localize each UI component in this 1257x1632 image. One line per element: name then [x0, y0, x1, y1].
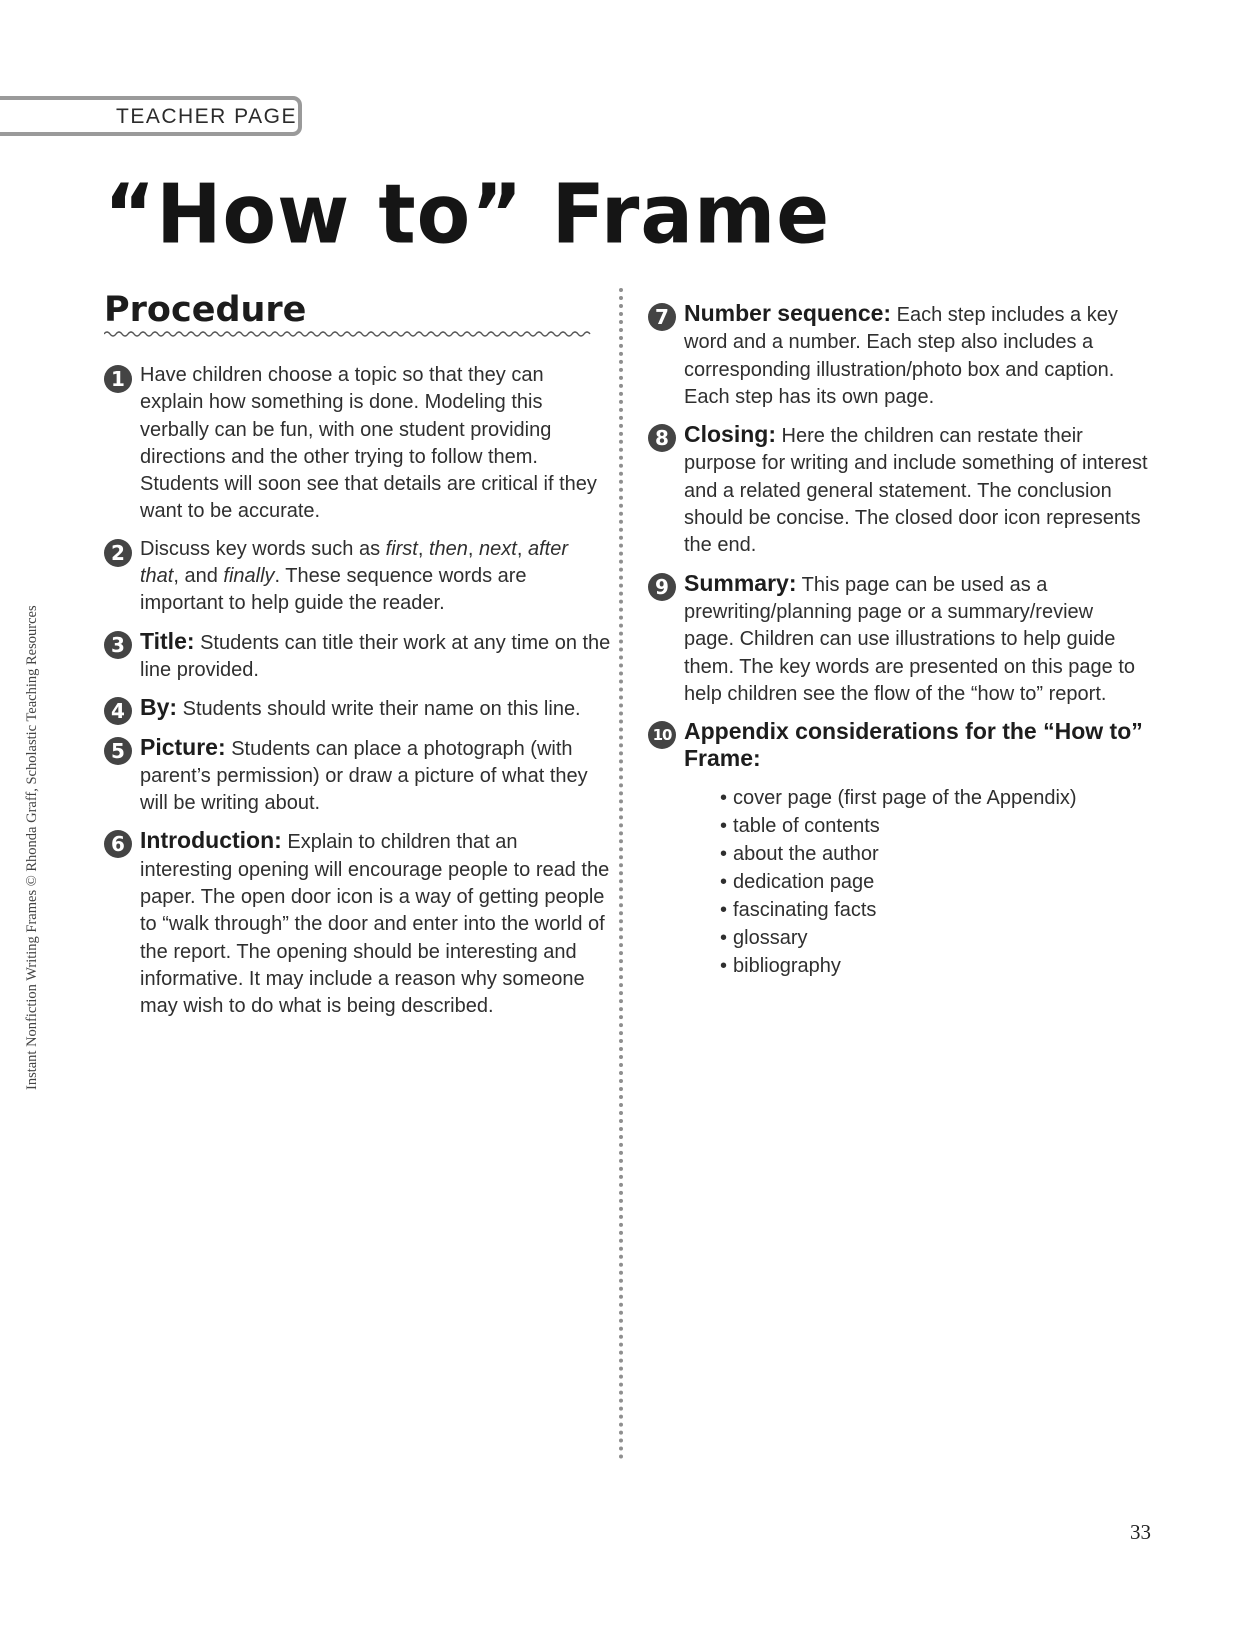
appendix-list: [720, 784, 1148, 980]
step-label: Summary:: [684, 569, 797, 596]
step-number-badge: 7: [648, 303, 676, 331]
step-text: Picture: Students can place a photograph (with parent’s permission) or draw a picture of what they will be writing about.: [140, 733, 588, 815]
step-2: [104, 536, 612, 618]
list-item: • fascinating facts: [720, 896, 1148, 924]
step-number-badge: 5: [104, 737, 132, 765]
step-number-badge: 6: [104, 830, 132, 858]
step-number-badge: 9: [648, 573, 676, 601]
step-label: Closing:: [684, 421, 776, 448]
list-item: • dedication page: [720, 868, 1148, 896]
list-item: • table of contents: [720, 812, 1148, 840]
list-item: • cover page (first page of the Appendix): [720, 784, 1148, 812]
step-3: [104, 628, 612, 685]
step-1: [104, 362, 612, 526]
column-divider: [619, 288, 623, 1460]
left-column: [104, 290, 612, 1031]
teacher-page-label: TEACHER PAGE: [116, 105, 297, 128]
step-text: Introduction: Explain to children that an interesting opening will encourage people to read the paper. The open door icon is a way of getting people to “walk through” the door and enter into the world of the report. The opening should be interesting and informative. It may include a reason why someone may wish to do what is being described.: [140, 827, 610, 1018]
step-10: [648, 718, 1148, 980]
step-label: Number sequence:: [684, 300, 892, 326]
step-label: By:: [140, 694, 178, 721]
step-label: Title:: [140, 627, 195, 654]
step-text: Summary: This page can be used as a prewriting/planning page or a summary/review page. Children can use illustrations to help guide them. The key words are presented on this page to help children see the flow of the “how to” report.: [684, 569, 1136, 705]
right-column: [648, 300, 1148, 990]
step-text: Number sequence: Each step includes a key word and a number. Each step also includes a corresponding illustration/photo box and caption. Each step has its own page.: [684, 300, 1118, 408]
list-item: • bibliography: [720, 952, 1148, 980]
step-text: Closing: Here the children can restate their purpose for writing and include something of interest and a related general statement. The conclusion should be concise. The closed door icon represents the end.: [684, 421, 1148, 557]
step-number-badge: 4: [104, 697, 132, 725]
list-item: • glossary: [720, 924, 1148, 952]
step-number-badge: 10: [648, 721, 676, 749]
step-text: Have children choose a topic so that they can explain how something is done. Modeling this verbally can be fun, with one student providing directions and the other trying to follow them. Students will soon see that details are critical if they want to be accurate.: [140, 364, 597, 523]
step-text: Title: Students can title their work at any time on the line provided.: [140, 627, 611, 681]
step-number-badge: 8: [648, 424, 676, 452]
step-number-badge: 3: [104, 631, 132, 659]
step-4: [104, 694, 612, 723]
procedure-heading: Procedure: [104, 290, 307, 330]
step-label: Introduction:: [140, 827, 282, 854]
step-9: [648, 570, 1148, 708]
step-number-badge: 2: [104, 539, 132, 567]
step-text: Discuss key words such as first, then, next, after that, and finally. These sequence words are important to help guide the reader.: [140, 537, 569, 615]
wavy-underline: [104, 330, 594, 338]
step-8: [648, 421, 1148, 559]
list-item: • about the author: [720, 840, 1148, 868]
step-text: By: Students should write their name on this line.: [140, 694, 581, 721]
appendix-heading: Appendix considerations for the “How to” Frame:: [684, 718, 1143, 772]
step-number-badge: 1: [104, 365, 132, 393]
page-title: “How to” Frame: [104, 168, 831, 263]
side-credit: Instant Nonfiction Writing Frames © Rhonda Graff, Scholastic Teaching Resources: [24, 605, 40, 1090]
step-label: Picture:: [140, 733, 226, 760]
page-number: 33: [1130, 1520, 1151, 1544]
step-5: [104, 734, 612, 818]
step-7: [648, 300, 1148, 411]
step-6: [104, 827, 612, 1020]
